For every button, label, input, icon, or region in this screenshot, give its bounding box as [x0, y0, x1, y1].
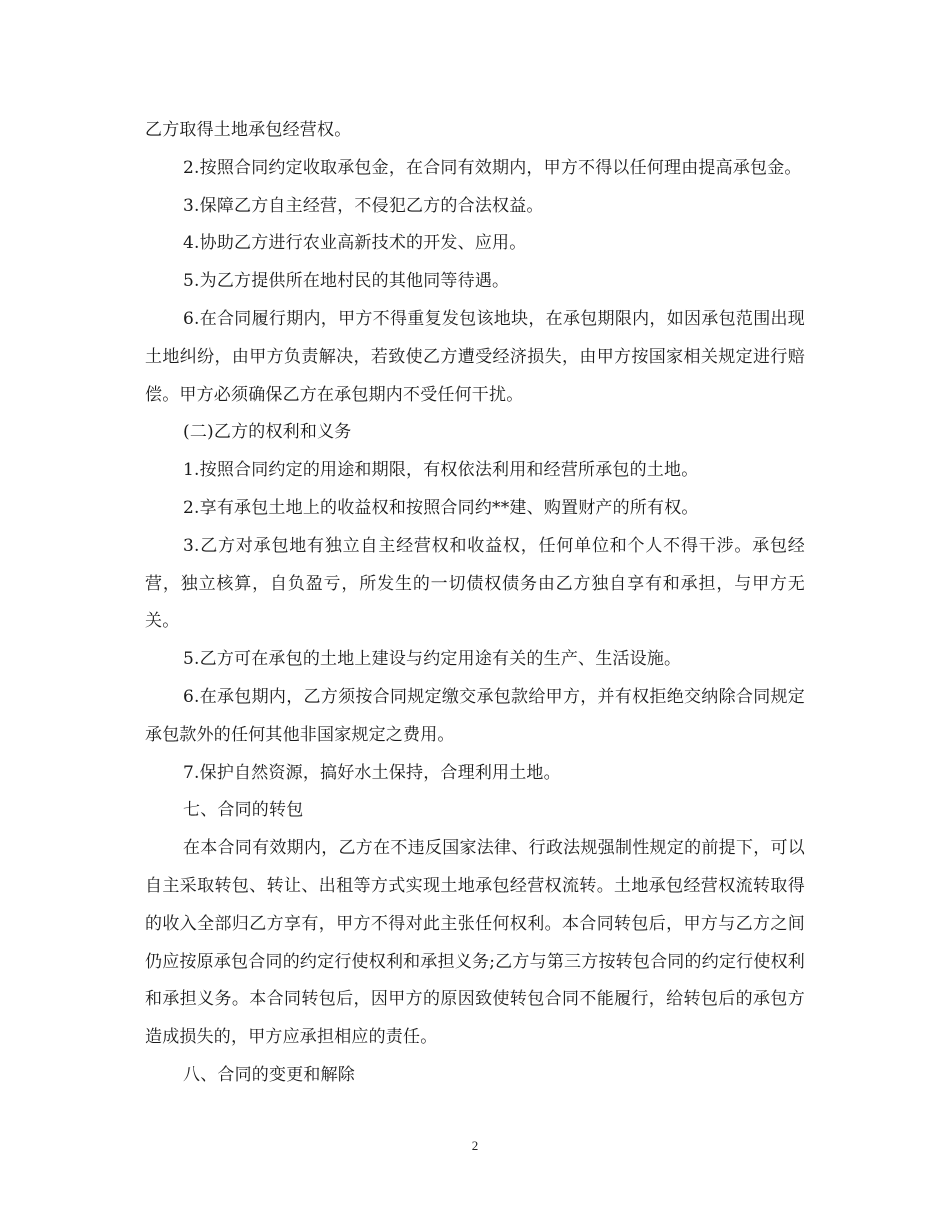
section-heading: 七、合同的转包: [183, 800, 304, 821]
section-heading: (二)乙方的权利和义务: [183, 422, 352, 443]
paragraph: 乙方取得土地承包经营权。: [145, 120, 352, 140]
section-heading: 八、合同的变更和解除: [183, 1064, 355, 1085]
paragraph: 5.乙方可在承包的土地上建设与约定用途有关的生产、生活设施。: [183, 649, 682, 670]
paragraph: 3.乙方对承包地有独立自主经营权和收益权，任何单位和个人不得干涉。承包经营，独立核算，自负盈亏，所发生的一切债权债务由乙方独自享有和承担，与甲方无关。: [145, 535, 805, 632]
paragraph: 4.协助乙方进行农业高新技术的开发、应用。: [183, 233, 527, 254]
paragraph: 在本合同有效期内，乙方在不违反国家法律、行政法规强制性规定的前提下，可以自主采取转包、转让、出租等方式实现土地承包经营权流转。土地承包经营权流转取得的收入全部归乙方享有，甲方不得对此主张任何权利。本合同转包后，甲方与乙方之间仍应按原承包合同的约定行使权利和承担义务;乙方与第三方按转包合同的约定行使权利和承担义务。本合同转包后，因甲方的原因致使转包合同不能履行，给转包后的承包方造成损失的，甲方应承担相应的责任。: [145, 838, 805, 1048]
paragraph: 2.按照合同约定收取承包金，在合同有效期内，甲方不得以任何理由提高承包金。: [183, 157, 802, 178]
document-body: [145, 112, 805, 1095]
paragraph: 3.保障乙方自主经营，不侵犯乙方的合法权益。: [183, 195, 544, 216]
paragraph: 7.保护自然资源，搞好水土保持，合理利用土地。: [183, 762, 561, 783]
paragraph: 5.为乙方提供所在地村民的其他同等待遇。: [183, 271, 510, 292]
paragraph: 6.在承包期内，乙方须按合同规定缴交承包款给甲方，并有权拒绝交纳除合同规定承包款外的任何其他非国家规定之费用。: [145, 686, 805, 745]
paragraph: 2.享有承包土地上的收益权和按照合同约**建、购置财产的所有权。: [183, 497, 699, 518]
page-number: 2: [471, 1138, 479, 1153]
paragraph: 6.在合同履行期内，甲方不得重复发包该地块，在承包期限内，如因承包范围出现土地纠纷，由甲方负责解决，若致使乙方遭受经济损失，由甲方按国家相关规定进行赔偿。甲方必须确保乙方在承包期内不受任何干扰。: [145, 308, 805, 405]
paragraph: 1.按照合同约定的用途和期限，有权依法利用和经营所承包的土地。: [183, 460, 699, 481]
